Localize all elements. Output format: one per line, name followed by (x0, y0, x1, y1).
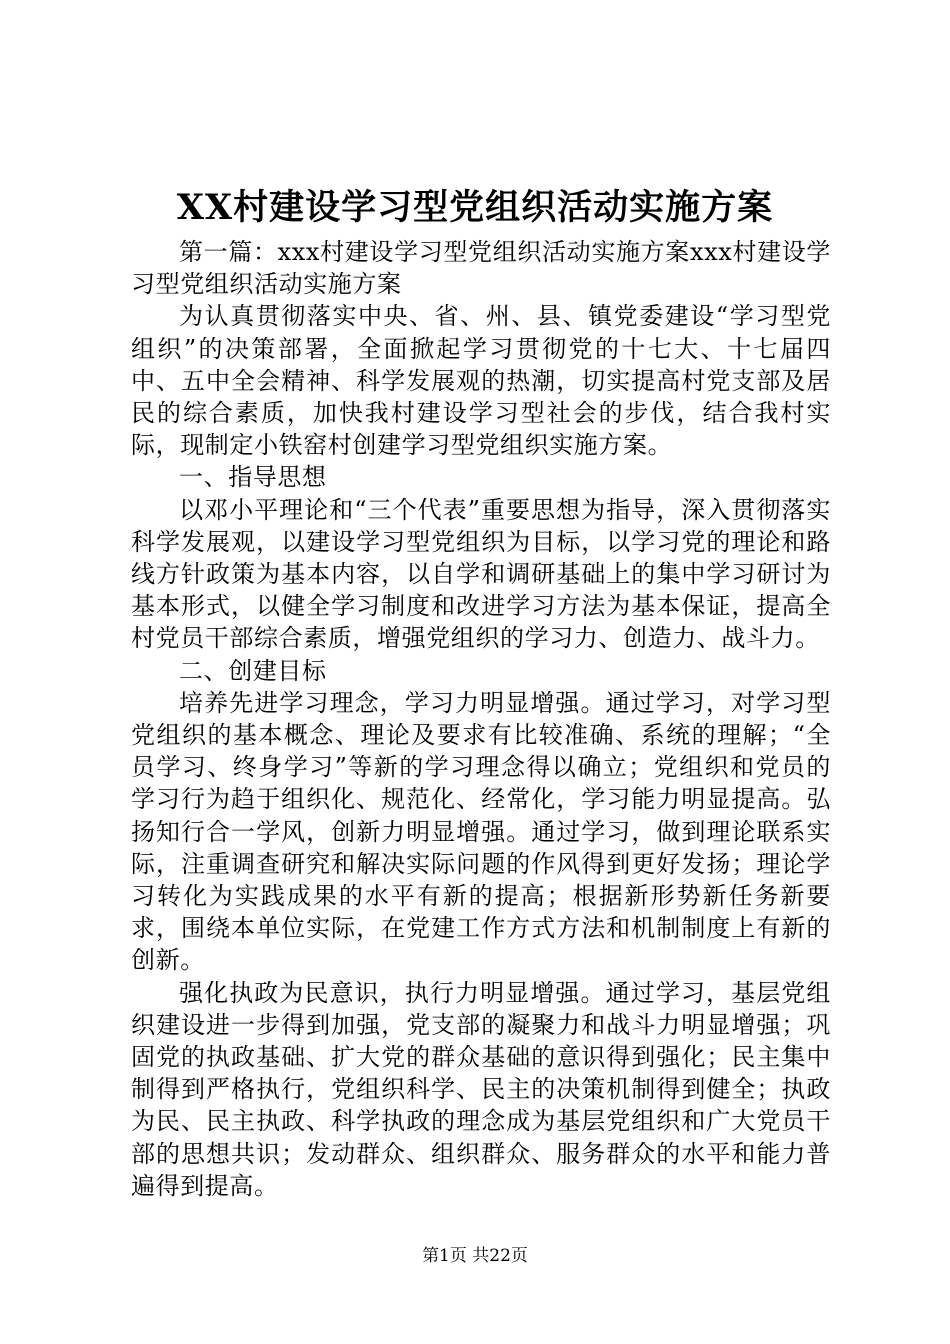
section-heading-goals: 二、创建目标 (179, 656, 327, 685)
section-heading-guiding-ideology: 一、指导思想 (179, 463, 327, 492)
paragraph-goals-learning: 培养先进学习理念，学习力明显增强。通过学习，对学习型党组织的基本概念、理论及要求有比较准确、系统的理解；“全员学习、终身学习”等新的学习理念得以确立；党组织和党员的学习行为趋于组织化、规范化、经常化，学习能力明显提高。弘扬知行合一学风，创新力明显增强。通过学习，做到理论联系实际，注重调查研究和解决实际问题的作风得到更好发扬；理论学习转化为实践成果的水平有新的提高；根据新形势新任务新要求，围绕本单位实际，在党建工作方式方法和机制制度上有新的创新。 (131, 688, 831, 975)
document-body (131, 236, 831, 1202)
page-number-footer: 第1页 共22页 (422, 1246, 528, 1266)
paragraph-goals-governance: 强化执政为民意识，执行力明显增强。通过学习，基层党组织建设进一步得到加强，党支部的凝聚力和战斗力明显增强；巩固党的执政基础、扩大党的群众基础的意识得到强化；民主集中制得到严格执行，党组织科学、民主的决策机制得到健全；执政为民、民主执政、科学执政的理念成为基层党组织和广大党员干部的思想共识；发动群众、组织群众、服务群众的水平和能力普遍得到提高。 (131, 978, 831, 1200)
paragraph-guiding-ideology: 以邓小平理论和“三个代表”重要思想为指导，深入贯彻落实科学发展观，以建设学习型党组织为目标，以学习党的理论和路线方针政策为基本内容，以自学和调研基础上的集中学习研讨为基本形式，以健全学习制度和改进学习方法为基本保证，提高全村党员干部综合素质，增强党组织的学习力、创造力、战斗力。 (131, 495, 831, 653)
document-title: XX村建设学习型党组织活动实施方案 (176, 187, 774, 228)
paragraph-purpose: 为认真贯彻落实中央、省、州、县、镇党委建设“学习型党组织”的决策部署，全面掀起学习贯彻党的十七大、十七届四中、五中全会精神、科学发展观的热潮，切实提高村党支部及居民的综合素质，加快我村建设学习型社会的步伐，结合我村实际，现制定小铁窑村创建学习型党组织实施方案。 (131, 302, 831, 460)
paragraph-intro: 第一篇：xxx村建设学习型党组织活动实施方案xxx村建设学习型党组织活动实施方案 (131, 238, 831, 299)
